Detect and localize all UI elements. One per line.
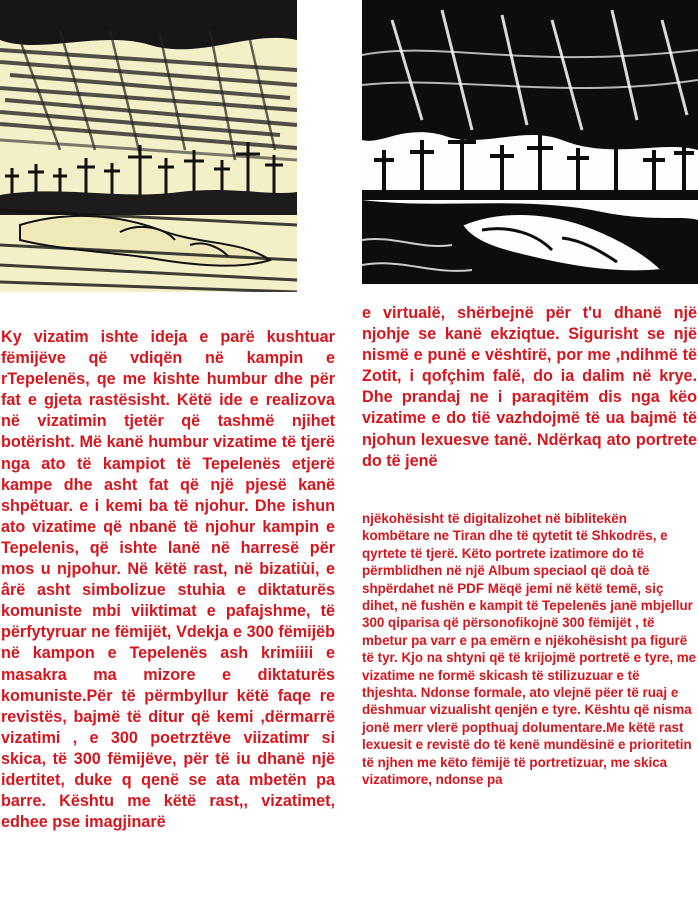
illustration-left-storm-graves-icon	[0, 0, 297, 292]
article-text-right-column-top: e virtualë, shërbejnë për t'u dhanë një njohje se kanë ekziqtue. Sigurisht se një nismë e punë e vështirë, por me ,ndihmë të Zotit, i qofçhim falë, do ia dalim në krye. Dhe prandaj ne i paraqitëm dis nga këo vizatime e do tië vazhdojmë të ua bajmë të njohun lexuesve tanë. Ndërkaq ato portrete do të jenë	[362, 304, 697, 470]
illustration-right-storm-graves-icon	[362, 0, 698, 284]
article-text-right-column-bottom: njëkohësisht të digitalizohet në biblitekën kombëtare ne Tiran dhe të qytetit të Shkodrës, e qyrtete të tjerë. Këto portrete izatimore do të përmblidhen në një Album speciaol që doà të shpërdahet në PDF Mëqë jemi në këtë temë, siç dihet, në fushën e kampit të Tepelenës janë mbjellur 300 qiparisa që përsonofikojnë 300 fëmijët , të mbetur pa varr e pa emërn e njëkohësisht pa figurë të tyr. Kjo na shtyni që të krijojmë portretë e tyre, me vizatime ne formë skicash të stilizuzuar e të thjeshta. Ndonse formale, ato vlejnë pëer të ruaj e dëshmuar vizualisht qenjën e tyre. Kështu që nisma jonë merr vlerë popthuaj dolumentare.Me këtë rast lexuesit e revistë do të kenë mundësinë e prioritetin të njhen me këto fëmijë të portretizuar, me skica vizatimore, ndonse pa	[362, 511, 697, 788]
article-text-left-column: Ky vizatim ishte ideja e parë kushtuar fëmijëve që vdiqën në kampin e rTepelenës, qe me kishte humbur dhe për fat e gjeta rastësisht. Këtë ide e realizova në vizatimin tjetër që tashmë njihet botërisht. Më kanë humbur vizatime të tjerë nga ato të kampiot të Tepelenës etjerë kampe dhe asht fat që një pjesë kanë shpëtuar. e i kemi ba të njohur. Dhe ishun ato vizatime që nbanë të njohur kampin e Tepelenis, që ishte lanë në harresë për mos u njpohur. Në këtë rast, në bizatiùi, e ârë asht simbolizue stuhia e diktaturës komuniste mbi viiktimat e pafajshme, të përfytyruar ne fëmijët, Vdekja e 300 fëmijëb në kampon e Tepelenës ash krimiiii e masakra ma mizore e diktaturës komuniste.Për të përmbyllur këtë faqe re revistës, bajmë të ditur që kemi ,dërmarrë vizatimi , e 300 poetrztëve viizatimr si skica, të 300 fëmijëve, për të iu dhanë një idertitet, duke q qenë se ata mbetën pa barre. Kështu me këtë rast,, vizatimet, edhee pse imagjinarë	[1, 328, 335, 832]
